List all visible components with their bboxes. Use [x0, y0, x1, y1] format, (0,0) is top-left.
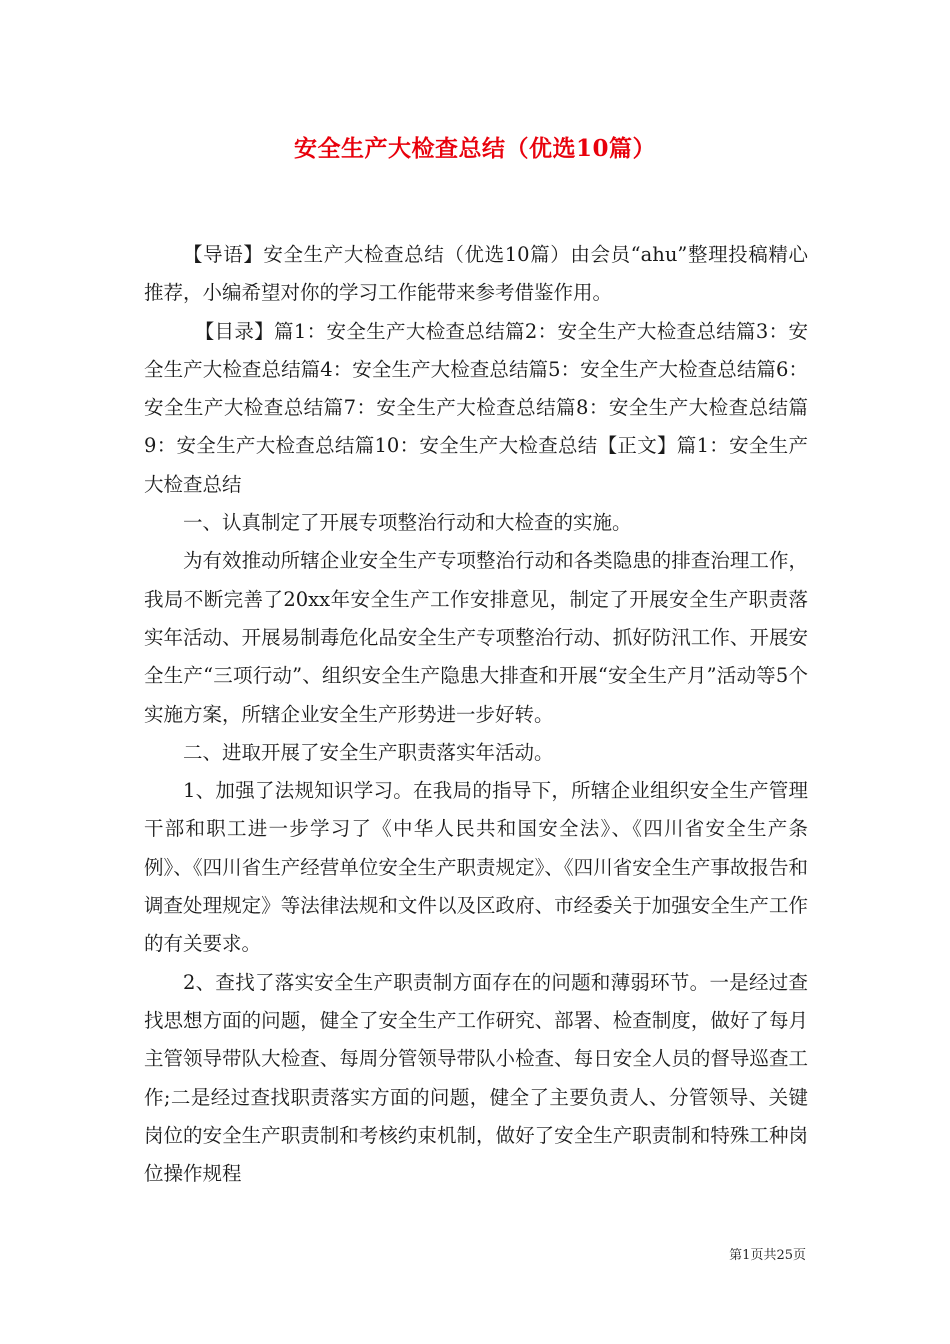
table-of-contents-paragraph: 【目录】篇1：安全生产大检查总结篇2：安全生产大检查总结篇3：安全生产大检查总结篇4：安全生产大检查总结篇5：安全生产大检查总结篇6：安全生产大检查总结篇7：安全生产大检查总结篇8：安全生产大检查总结篇9：安全生产大检查总结篇10：安全生产大检查总结【正文】篇1：安全生产大检查总结 [144, 319, 808, 496]
document-title: 安全生产大检查总结（优选10篇） [293, 135, 656, 162]
body-paragraph: 为有效推动所辖企业安全生产专项整治行动和各类隐患的排查治理工作，我局不断完善了20xx年安全生产工作安排意见，制定了开展安全生产职责落实年活动、开展易制毒危化品安全生产专项整治行动、抓好防汛工作、开展安全生产“三项行动”、组织安全生产隐患大排查和开展“安全生产月”活动等5个实施方案，所辖企业安全生产形势进一步好转。 [144, 549, 808, 726]
body-paragraph: 1、加强了法规知识学习。在我局的指导下，所辖企业组织安全生产管理干部和职工进一步学习了《中华人民共和国安全法》、《四川省安全生产条例》、《四川省生产经营单位安全生产职责规定》、《四川省安全生产事故报告和调查处理规定》等法律法规和文件以及区政府、市经委关于加强安全生产工作的有关要求。 [144, 779, 808, 956]
section-heading-1: 一、认真制定了开展专项整治行动和大检查的实施。 [183, 511, 632, 535]
document-body [144, 236, 808, 1193]
body-paragraph: 2、查找了落实安全生产职责制方面存在的问题和薄弱环节。一是经过查找思想方面的问题，健全了安全生产工作研究、部署、检查制度，做好了每月主管领导带队大检查、每周分管领导带队小检查、每日安全人员的督导巡查工作;二是经过查找职责落实方面的问题，健全了主要负责人、分管领导、关键岗位的安全生产职责制和考核约束机制，做好了安全生产职责制和特殊工种岗位操作规程 [144, 970, 808, 1186]
section-heading-2: 二、进取开展了安全生产职责落实年活动。 [183, 740, 554, 764]
page-number-footer: 第1页共25页 [729, 1248, 806, 1263]
intro-paragraph: 【导语】安全生产大检查总结（优选10篇）由会员“ahu”整理投稿精心推荐，小编希望对你的学习工作能带来参考借鉴作用。 [144, 243, 808, 305]
